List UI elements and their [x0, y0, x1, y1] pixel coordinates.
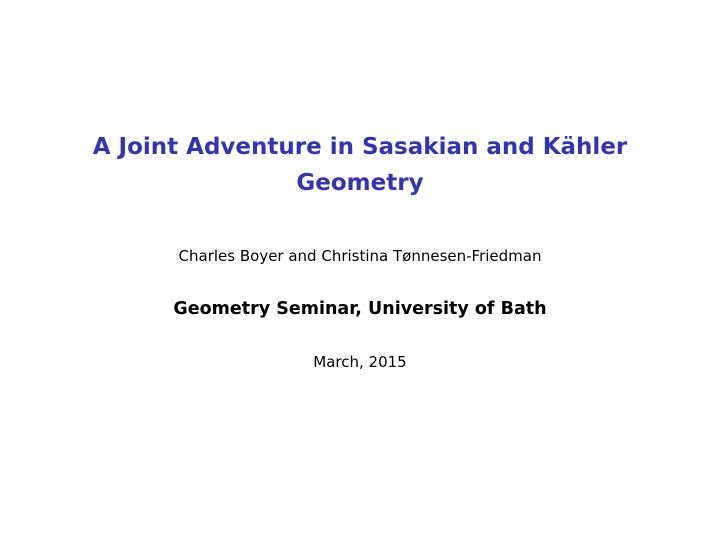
slide-date: March, 2015 — [313, 353, 407, 371]
slide-institute: Geometry Seminar, University of Bath — [173, 299, 547, 319]
slide-title: A Joint Adventure in Sasakian and Kähler Geometry — [92, 134, 628, 196]
slide-authors: Charles Boyer and Christina Tønnesen-Friedman — [178, 247, 542, 265]
